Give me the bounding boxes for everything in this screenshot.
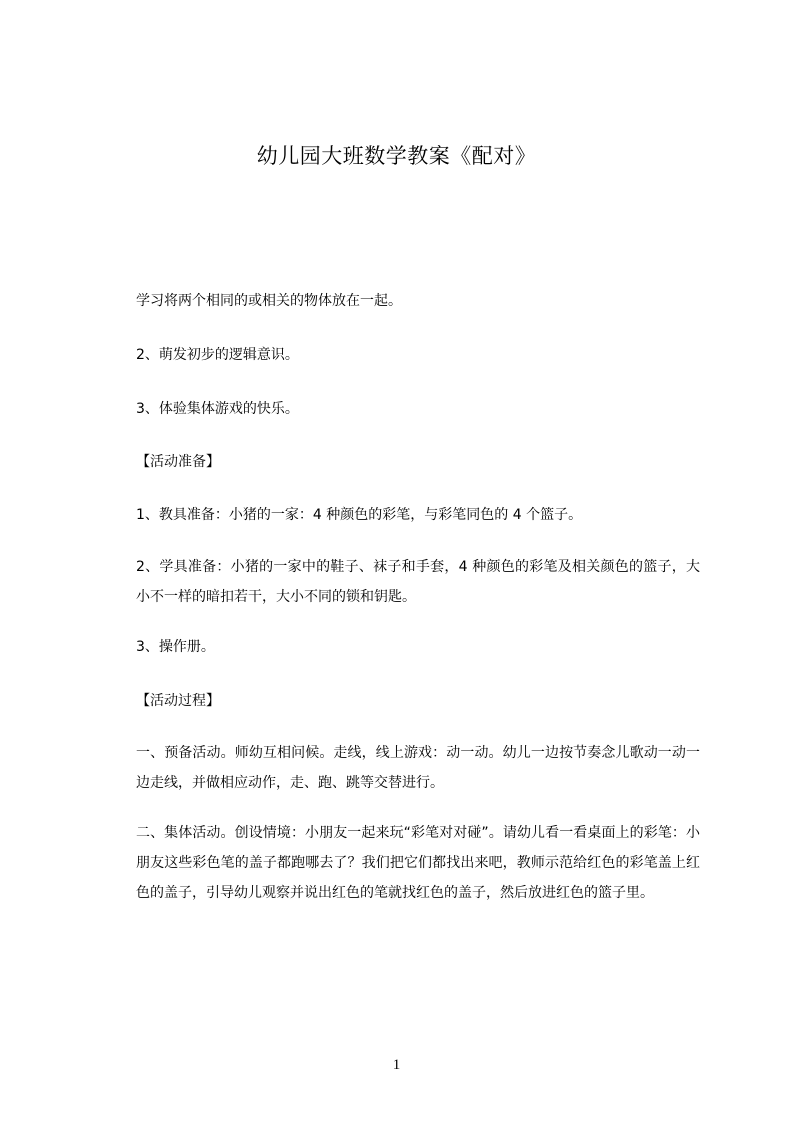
paragraph-teaching-aids: 1、教具准备：小猪的一家：4 种颜色的彩笔，与彩笔同色的 4 个篮子。 [136, 507, 583, 523]
paragraph-workbook: 3、操作册。 [136, 639, 215, 655]
paragraph-objective-2: 2、萌发初步的逻辑意识。 [136, 347, 299, 363]
paragraph-objective-3: 3、体验集体游戏的快乐。 [136, 401, 299, 417]
paragraph-group-activity: 二、集体活动。创设情境：小朋友一起来玩“彩笔对对碰”。请幼儿看一看桌面上的彩笔：小朋友这些彩色笔的盖子都跑哪去了？我们把它们都找出来吧，教师示范给红色的彩笔盖上红色的盖子，引导幼儿观察并说出红色的笔就找红色的盖子，然后放进红色的篮子里。 [136, 825, 700, 901]
document-title: 幼儿园大班数学教案《配对》 [256, 144, 537, 168]
paragraph-learning-materials: 2、学具准备：小猪的一家中的鞋子、袜子和手套，4 种颜色的彩笔及相关颜色的篮子，大小不一样的暗扣若干，大小不同的锁和钥匙。 [136, 559, 700, 605]
section-heading-preparation: 【活动准备】 [136, 454, 220, 470]
paragraph-warmup-activity: 一、预备活动。师幼互相问候。走线，线上游戏：动一动。幼儿一边按节奏念儿歌动一动一边走线，并做相应动作，走、跑、跳等交替进行。 [136, 745, 700, 791]
section-heading-process: 【活动过程】 [136, 693, 220, 709]
page-number: 1 [392, 1057, 401, 1073]
paragraph-objective-1: 学习将两个相同的或相关的物体放在一起。 [136, 293, 402, 309]
